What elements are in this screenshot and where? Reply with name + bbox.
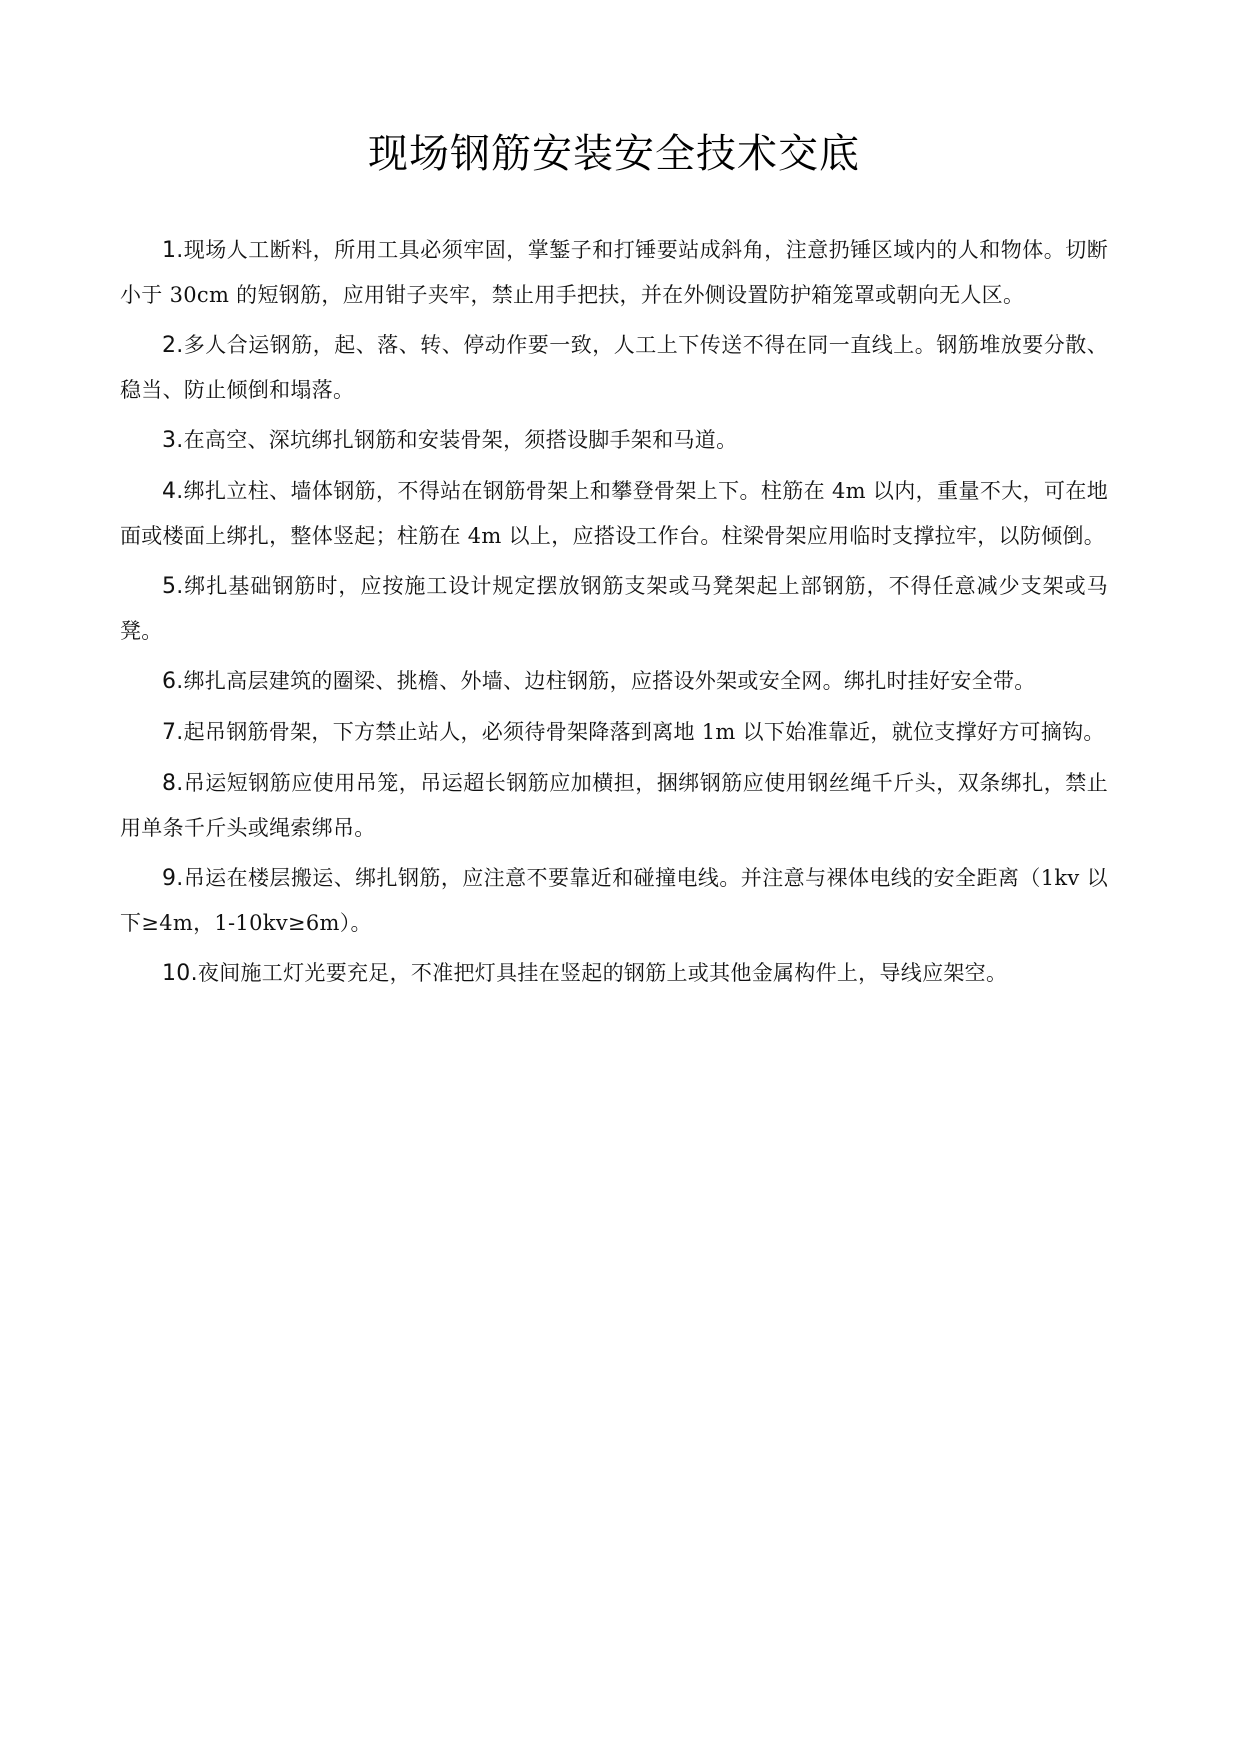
clause-number: 8.: [162, 771, 184, 796]
clause-10: [120, 951, 1108, 996]
clause-3: [120, 418, 1108, 463]
clause-6: [120, 659, 1108, 704]
clause-text: 多人合运钢筋，起、落、转、停动作要一致，人工上下传送不得在同一直线上。钢筋堆放要分散、稳当、防止倾倒和塌落。: [120, 333, 1108, 402]
clause-number: 2.: [162, 333, 184, 358]
clause-8: [120, 761, 1108, 850]
clause-text: 绑扎高层建筑的圈梁、挑檐、外墙、边柱钢筋，应搭设外架或安全网。绑扎时挂好安全带。: [183, 669, 1036, 693]
clause-5: [120, 564, 1108, 653]
clause-text: 吊运短钢筋应使用吊笼，吊运超长钢筋应加横担，捆绑钢筋应使用钢丝绳千斤头，双条绑扎，禁止用单条千斤头或绳索绑吊。: [120, 771, 1108, 840]
clause-text: 起吊钢筋骨架，下方禁止站人，必须待骨架降落到离地 1m 以下始准靠近，就位支撑好方可摘钩。: [183, 720, 1105, 744]
clause-text: 吊运在楼层搬运、绑扎钢筋，应注意不要靠近和碰撞电线。并注意与裸体电线的安全距离（1kv 以下≥4m，1-10kv≥6m）。: [120, 866, 1108, 935]
clause-text: 绑扎基础钢筋时，应按施工设计规定摆放钢筋支架或马凳架起上部钢筋，不得任意减少支架或马凳。: [120, 574, 1108, 643]
clause-text: 现场人工断料，所用工具必须牢固，掌錾子和打锤要站成斜角，注意扔锤区域内的人和物体。切断小于 30cm 的短钢筋，应用钳子夹牢，禁止用手把扶，并在外侧设置防护箱笼罩或朝向无人区。: [120, 238, 1108, 307]
clause-number: 10.: [162, 961, 198, 986]
clause-9: [120, 856, 1108, 945]
clause-2: [120, 323, 1108, 412]
clause-4: [120, 469, 1108, 558]
clause-number: 5.: [162, 574, 184, 599]
clause-number: 7.: [162, 720, 184, 745]
clause-number: 1.: [162, 238, 184, 263]
clause-text: 夜间施工灯光要充足，不准把灯具挂在竖起的钢筋上或其他金属构件上，导线应架空。: [197, 961, 1008, 985]
clause-number: 9.: [162, 866, 184, 891]
clause-list: [120, 228, 1108, 996]
clause-text: 在高空、深坑绑扎钢筋和安装骨架，须搭设脚手架和马道。: [183, 428, 738, 452]
clause-text: 绑扎立柱、墙体钢筋，不得站在钢筋骨架上和攀登骨架上下。柱筋在 4m 以内，重量不大，可在地面或楼面上绑扎，整体竖起；柱筋在 4m 以上，应搭设工作台。柱梁骨架应用临时支撑拉牢，以防倾倒。: [120, 479, 1108, 548]
clause-number: 4.: [162, 479, 184, 504]
clause-7: [120, 710, 1108, 755]
clause-number: 3.: [162, 428, 184, 453]
clause-1: [120, 228, 1108, 317]
clause-number: 6.: [162, 669, 184, 694]
document-title: 现场钢筋安装安全技术交底: [368, 131, 860, 177]
